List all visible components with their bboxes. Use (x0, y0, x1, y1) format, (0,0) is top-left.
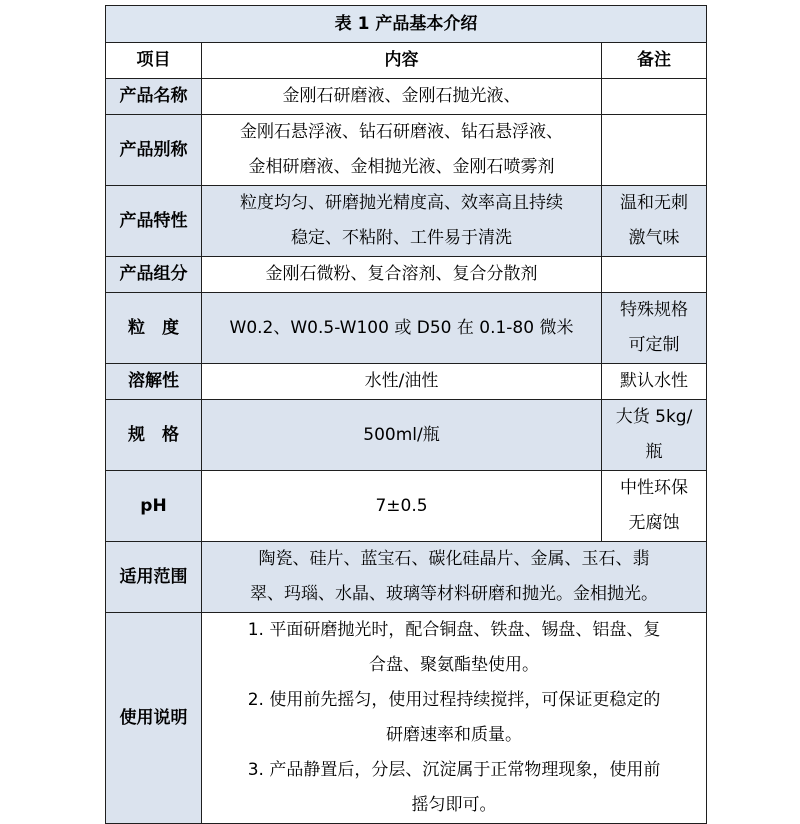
note-line: 瓶 (645, 442, 663, 462)
content-line: 翠、玛瑙、水晶、玻璃等材料研磨和抛光。金相抛光。 (250, 584, 659, 604)
label-ph: pH (106, 471, 202, 542)
content-usage (202, 613, 707, 824)
header-content: 内容 (202, 43, 602, 79)
note-composition (602, 257, 707, 293)
label-alias: 产品别称 (106, 115, 202, 186)
label-spec: 规 格 (106, 400, 202, 471)
label-solubility: 溶解性 (106, 364, 202, 400)
table-title: 表 1 产品基本介绍 (106, 6, 707, 43)
row-alias (106, 115, 707, 186)
row-name (106, 79, 707, 115)
note-line: 默认水性 (620, 371, 689, 391)
content-feature (202, 186, 602, 257)
row-solubility (106, 364, 707, 400)
row-scope (106, 542, 707, 613)
content-line: 金刚石研磨液、金刚石抛光液、 (282, 86, 521, 106)
label-granularity: 粒 度 (106, 293, 202, 364)
title-row (106, 6, 707, 43)
note-line: 温和无刺 (620, 193, 689, 213)
note-name (602, 79, 707, 115)
content-scope (202, 542, 707, 613)
content-granularity (202, 293, 602, 364)
usage-item (206, 613, 702, 683)
usage-line: 2. 使用前先摇匀，使用过程持续搅拌，可保证更稳定的 (247, 690, 661, 710)
content-name (202, 79, 602, 115)
content-line: 水性/油性 (364, 371, 439, 391)
note-line: 激气味 (628, 228, 680, 248)
content-line: 金刚石悬浮液、钻石研磨液、钻石悬浮液、 (240, 122, 563, 142)
usage-line: 1. 平面研磨抛光时，配合铜盘、铁盘、锡盘、铝盘、复 (247, 620, 661, 640)
header-item: 项目 (106, 43, 202, 79)
row-spec (106, 400, 707, 471)
note-alias (602, 115, 707, 186)
header-row (106, 43, 707, 79)
row-feature (106, 186, 707, 257)
usage-line: 3. 产品静置后，分层、沉淀属于正常物理现象，使用前 (247, 760, 661, 780)
note-spec (602, 400, 707, 471)
label-feature: 产品特性 (106, 186, 202, 257)
note-line: 可定制 (628, 335, 680, 355)
content-line: 7±0.5 (375, 495, 428, 516)
usage-item (206, 753, 702, 823)
row-granularity (106, 293, 707, 364)
usage-line-cont: 研磨速率和质量。 (386, 725, 523, 745)
label-name: 产品名称 (106, 79, 202, 115)
content-alias (202, 115, 602, 186)
content-line: 陶瓷、硅片、蓝宝石、碳化硅晶片、金属、玉石、翡 (258, 549, 650, 569)
row-ph (106, 471, 707, 542)
content-solubility (202, 364, 602, 400)
label-composition: 产品组分 (106, 257, 202, 293)
usage-item (206, 683, 702, 753)
product-info-table (105, 5, 707, 824)
note-line: 特殊规格 (620, 300, 689, 320)
content-line: 稳定、不粘附、工件易于清洗 (291, 228, 512, 248)
content-composition (202, 257, 602, 293)
content-line: W0.2、W0.5-W100 或 D50 在 0.1-80 微米 (229, 317, 574, 338)
usage-line-cont: 摇匀即可。 (411, 795, 497, 815)
row-composition (106, 257, 707, 293)
row-usage (106, 613, 707, 824)
header-note: 备注 (602, 43, 707, 79)
note-ph (602, 471, 707, 542)
usage-line-cont: 合盘、聚氨酯垫使用。 (369, 655, 540, 675)
content-ph (202, 471, 602, 542)
note-solubility (602, 364, 707, 400)
content-line: 金相研磨液、金相抛光液、金刚石喷雾剂 (248, 157, 555, 177)
content-line: 金刚石微粉、复合溶剂、复合分散剂 (265, 264, 538, 284)
content-line: 粒度均匀、研磨抛光精度高、效率高且持续 (240, 193, 563, 213)
note-feature (602, 186, 707, 257)
note-granularity (602, 293, 707, 364)
content-spec (202, 400, 602, 471)
note-line: 大货 5kg/ (615, 407, 693, 427)
note-line: 中性环保 (620, 478, 689, 498)
note-line: 无腐蚀 (628, 513, 680, 533)
content-line: 500ml/瓶 (363, 424, 440, 445)
label-usage: 使用说明 (106, 613, 202, 824)
label-scope: 适用范围 (106, 542, 202, 613)
